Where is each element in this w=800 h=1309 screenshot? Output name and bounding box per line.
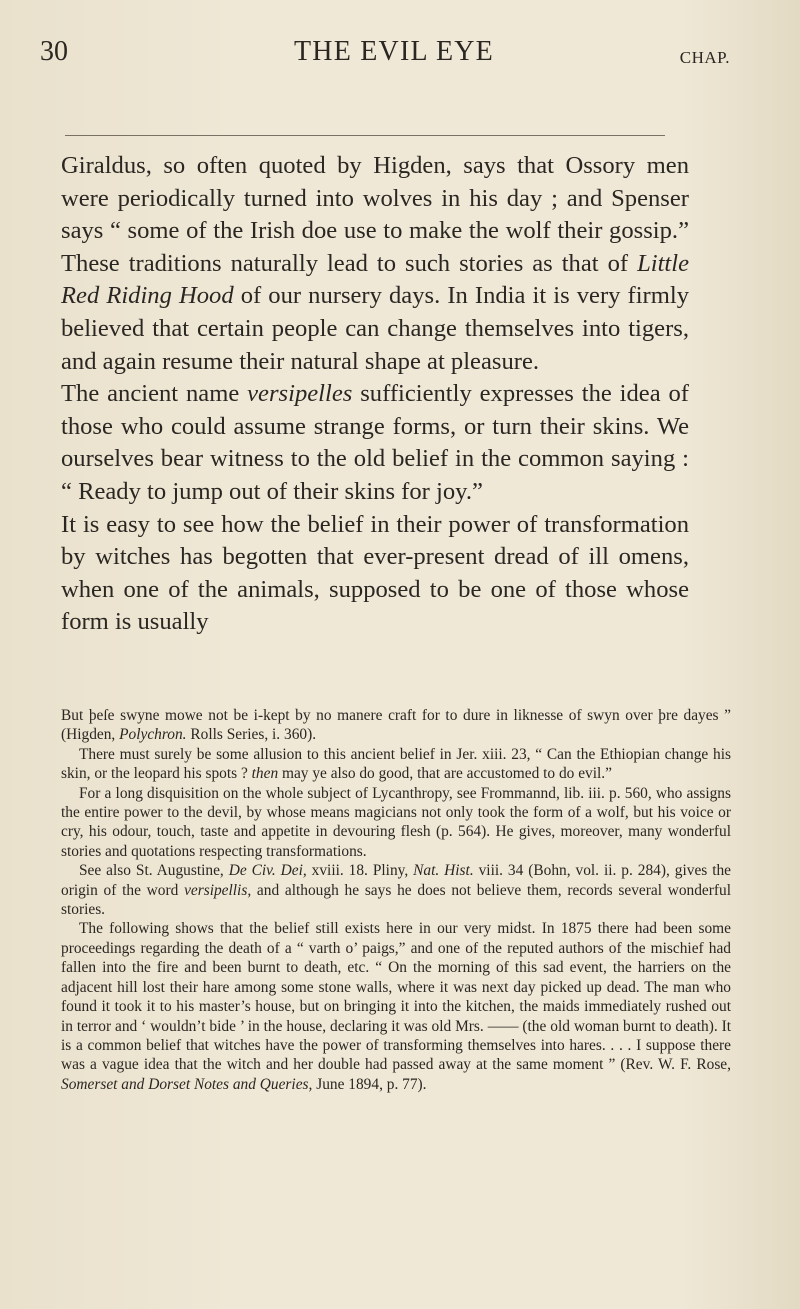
paragraph-3: It is easy to see how the belief in their power of transformation by witches has begotten that ever-present dread of ill omens, when one of the animals, supposed to be one of those whose form is usually (61, 510, 689, 636)
running-title: THE EVIL EYE (294, 36, 494, 67)
paragraph-2: The ancient name versipelles sufficiently expresses the idea of those who could assume strange forms, or turn their skins. We ourselves bear witness to the old belief in the common saying : “ Ready to jump out of their skins for joy.” (61, 380, 690, 505)
note-somerset: The following shows that the belief still exists here in our very midst. In 1875 there had been some proceedings regarding the death of a “ varth o’ paigs,” and one of the reputed authors of the mischief had fallen into the fire and been burnt to death, etc. “ On the morning of this sad event, the harriers on the adjacent hill lost their hare among some stone walls, where it was next day picked up dead. The man who found it took it to his master’s house, but on bringing it into the kitchen, the maids immediately rushed out in terror and ‘ wouldn’t bide ’ in the house, declaring it was old Mrs. —— (the old woman burnt to death). It is a common belief that witches have the power of transforming themselves into hares. . . . I suppose there was a vague idea that the witch and her double had passed away at the same moment ” (Rev. W. F. Rose, Somerset and Dorset Notes and Queries, June 1894, p. 77). (61, 920, 731, 1093)
page-header (40, 36, 730, 86)
chapter-mark: CHAP. (679, 48, 730, 67)
header-rule (65, 135, 665, 136)
note-jeremiah: There must surely be some allusion to this ancient belief in Jer. xiii. 23, “ Can the Ethiopian change his skin, or the leopard his spots ? then may ye also do good, that are accustomed to do evil.” (61, 745, 731, 783)
main-text (61, 150, 689, 639)
title-little-red-riding-hood: Little Red Riding Hood (61, 249, 689, 310)
page-number: 30 (40, 36, 68, 67)
note-lycanthropy: For a long disquisition on the whole subject of Lycanthropy, see Frommannd, lib. iii. p. 560, who assigns the entire power to the devil, by whose means magicians not only took the form of a wolf, but his voice or cry, his odour, touch, taste and appetite in devouring flesh (p. 564). He gives, moreover, many wonderful stories and quotations respecting transformations. (61, 784, 731, 860)
note-augustine: See also St. Augustine, De Civ. Dei, xviii. 18. Pliny, Nat. Hist. viii. 34 (Bohn, vol. ii. p. 284), gives the origin of the word versipellis, and although he says he does not believe them, records several wonderful stories. (61, 862, 732, 919)
term-versipelles: versipelles (247, 380, 353, 408)
paragraph-1: Giraldus, so often quoted by Higden, says that Ossory men were periodically turned into wolves in his day ; and Spenser says “ some of the Irish doe use to make the wolf their gossip.” These traditions naturally lead to such stories as that of Little Red Riding Hood of our nursery days. In India it is very firmly believed that certain people can change themselves into tigers, and again resume their natural shape at pleasure. (61, 152, 689, 375)
footnotes (61, 706, 731, 1094)
note-higden: But þeſe swyne mowe not be i-kept by no manere craft for to dure in liknesse of swyn over þre dayes ” (Higden, Polychron. Rolls Series, i. 360). (61, 707, 731, 744)
